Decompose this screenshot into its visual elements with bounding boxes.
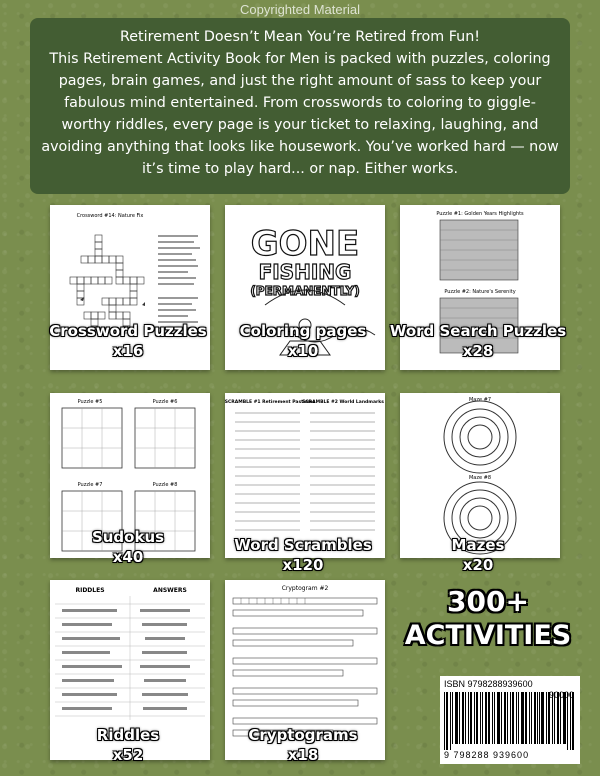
crossword-caption: [28, 322, 228, 360]
sudoku-heading-6: Puzzle #6: [152, 399, 178, 405]
cryptogram-caption: [203, 726, 403, 764]
scramble-caption: [203, 536, 403, 574]
coloring-word-gone: GONE: [250, 224, 360, 264]
isbn-text: ISBN 9798288939600: [444, 679, 533, 689]
barcode-bars: [444, 692, 576, 750]
sudoku-count: x40: [112, 548, 144, 566]
coloring-word-permanently: (PERMANENTLY): [250, 284, 360, 298]
total-label: ACTIVITIES: [404, 620, 572, 651]
wordsearch-count: x28: [462, 342, 494, 360]
sudoku-caption: [28, 528, 228, 566]
coloring-word-fishing: FISHING: [258, 260, 352, 284]
coloring-count: x10: [287, 342, 319, 360]
total-count: 300+: [447, 585, 529, 618]
scramble-heading-1: SCRAMBLE #1 Retirement Pastimes: [225, 400, 316, 405]
coloring-caption: [203, 322, 403, 360]
total-activities: [398, 585, 578, 653]
wordsearch-caption: [378, 322, 578, 360]
wordsearch-heading-1: Puzzle #1: Golden Years Highlights: [436, 211, 524, 217]
cryptogram-title: Cryptograms: [248, 726, 358, 744]
riddles-count: x52: [112, 746, 144, 764]
scramble-preview: [225, 393, 385, 558]
watermark: Copyrighted Material: [240, 2, 360, 17]
riddles-caption: [28, 726, 228, 764]
barcode-digits: 9 798288 939600: [444, 750, 530, 760]
sudoku-heading-5: Puzzle #5: [77, 399, 103, 405]
maze-heading-8: Maze #8: [468, 475, 492, 481]
riddles-col-right: ANSWERS: [153, 587, 187, 594]
wordsearch-heading-2: Puzzle #2: Nature's Serenity: [444, 289, 516, 295]
maze-heading-7: Maze #7: [468, 397, 492, 403]
scramble-count: x120: [282, 556, 324, 574]
wordsearch-title: Word Search Puzzles: [389, 322, 567, 340]
crossword-title: Crossword Puzzles: [49, 322, 207, 340]
sudoku-heading-8: Puzzle #8: [152, 482, 178, 488]
isbn-barcode: [440, 676, 580, 764]
blurb-headline: Retirement Doesn’t Mean You’re Retired from Fun!: [119, 29, 481, 45]
blurb-body: This Retirement Activity Book for Men is packed with puzzles, coloring pages, brain games, and just the right amount of sass to keep your fabulous mind entertained. From crosswords to coloring to giggle-worthy riddles, every page is your ticket to relaxing, laughing, and avoiding anything that looks like housework. You’ve worked hard — now it’s time to play hard... or nap. Either works.: [41, 51, 559, 177]
maze-title: Mazes: [451, 536, 505, 554]
sudoku-title: Sudokus: [91, 528, 165, 546]
sudoku-heading-7: Puzzle #7: [77, 482, 103, 488]
cryptogram-heading: Cryptogram #2: [281, 585, 329, 592]
crossword-page-heading: Crossword #14: Nature Fix: [76, 213, 144, 219]
price-code: 90000: [548, 690, 574, 700]
cryptogram-count: x18: [287, 746, 319, 764]
description-box: [30, 18, 570, 194]
maze-caption: [378, 536, 578, 574]
scramble-heading-2: SCRAMBLE #2 World Landmarks: [302, 400, 384, 405]
coloring-title: Coloring pages: [239, 322, 367, 340]
crossword-count: x16: [112, 342, 144, 360]
riddles-title: Riddles: [96, 726, 160, 744]
maze-count: x20: [462, 556, 494, 574]
maze-preview: [400, 393, 560, 558]
riddles-col-left: RIDDLES: [75, 587, 105, 594]
scramble-title: Word Scrambles: [234, 536, 372, 554]
